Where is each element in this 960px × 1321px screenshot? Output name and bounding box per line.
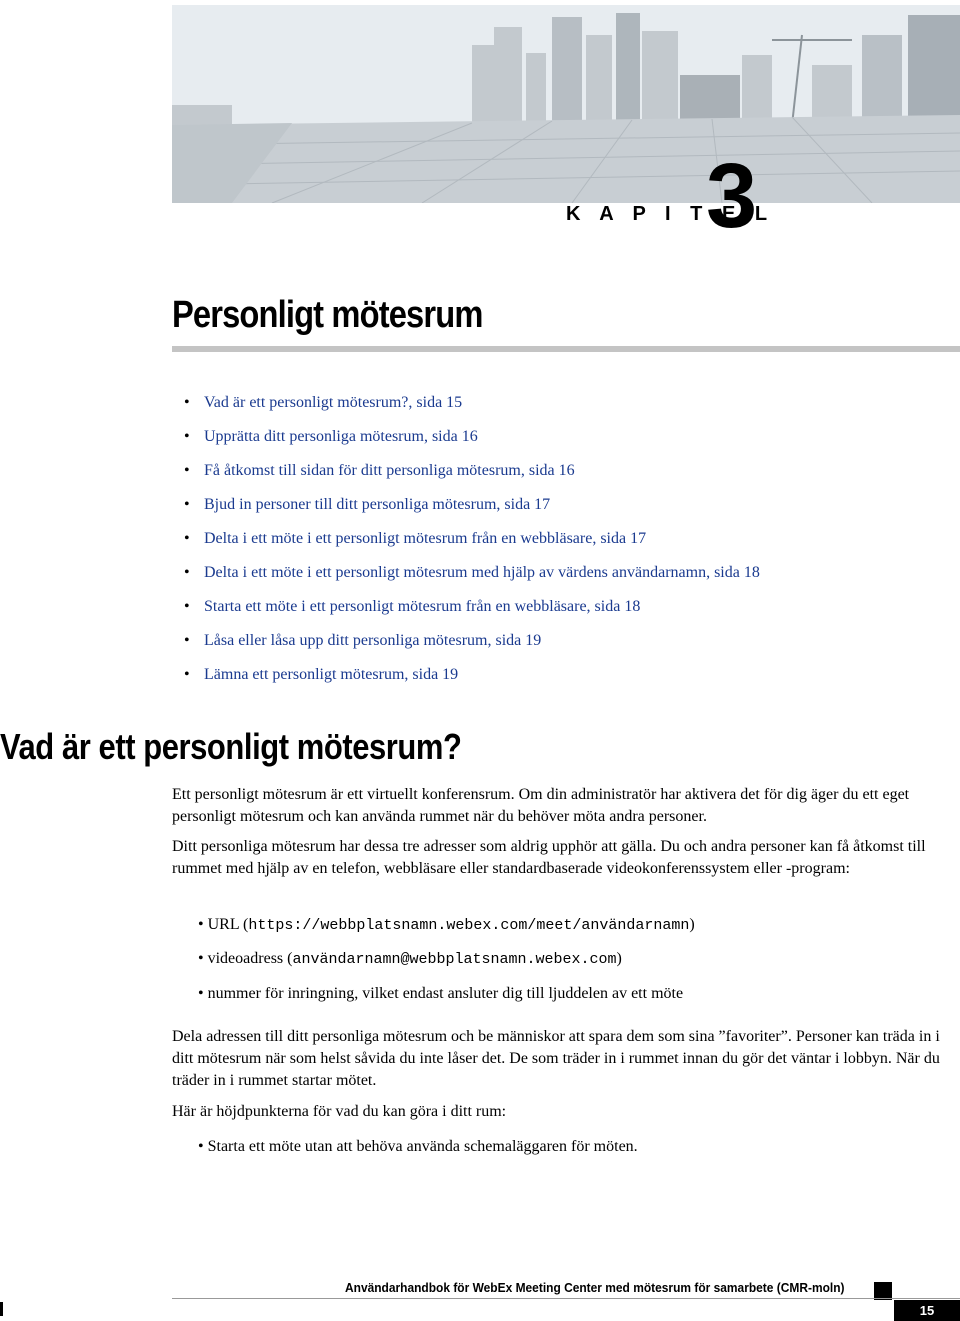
- toc-page[interactable]: sida 18: [594, 598, 641, 615]
- toc-link[interactable]: Lämna ett personligt mötesrum,: [204, 666, 409, 683]
- bullet-text: nummer för inringning, vilket endast ansluter dig till ljuddelen av ett möte: [207, 985, 684, 1002]
- toc-item[interactable]: [184, 556, 760, 590]
- bullet-icon: •: [184, 496, 190, 513]
- chapter-label: K A P I T E L: [566, 203, 775, 225]
- bullet-prefix: videoadress (: [207, 950, 293, 967]
- toc-link[interactable]: Låsa eller låsa upp ditt personliga mötesrum,: [204, 632, 492, 649]
- chapter-toc: [184, 386, 760, 692]
- bullet-icon: •: [184, 428, 190, 445]
- bullet-icon: •: [184, 632, 190, 649]
- bullet-icon: •: [184, 462, 190, 479]
- toc-page[interactable]: sida 15: [416, 394, 463, 411]
- bullet-text: Starta ett möte utan att behöva använda schemaläggaren för möten.: [207, 1138, 638, 1155]
- toc-item[interactable]: [184, 488, 760, 522]
- toc-item[interactable]: [184, 420, 760, 454]
- toc-link[interactable]: Upprätta ditt personliga mötesrum,: [204, 428, 428, 445]
- toc-item[interactable]: [184, 590, 760, 624]
- bullet-icon: •: [184, 564, 190, 581]
- address-dialin-item: • nummer för inringning, vilket endast ansluter dig till ljuddelen av ett möte: [198, 985, 684, 1002]
- toc-item[interactable]: [184, 624, 760, 658]
- paragraph-share: Dela adressen till ditt personliga mötesrum och be människor att spara dem som sina ”favoriter”. Personer kan träda in i ditt mötesrum när som helst såvida du inte låser det. De som träder in i rummet innan du gör det väntar i lobbyn. När du träder in i rummet startar mötet.: [172, 1028, 940, 1089]
- toc-page[interactable]: sida 18: [714, 564, 760, 581]
- section-heading: Vad är ett personligt mötesrum?: [0, 726, 462, 767]
- toc-link[interactable]: Få åtkomst till sidan för ditt personliga mötesrum,: [204, 462, 525, 479]
- toc-item[interactable]: [184, 454, 760, 488]
- video-address-code: användarnamn@webbplatsnamn.webex.com: [292, 951, 617, 968]
- toc-link[interactable]: Delta i ett möte i ett personligt mötesrum från en webbläsare,: [204, 530, 597, 547]
- bullet-icon: •: [184, 598, 190, 615]
- toc-page[interactable]: sida 17: [504, 496, 551, 513]
- paragraph-highlights: Här är höjdpunkterna för vad du kan göra i ditt rum:: [172, 1103, 507, 1120]
- chapter-number: 3: [706, 145, 758, 247]
- toc-link[interactable]: Delta i ett möte i ett personligt mötesrum med hjälp av värdens användarnamn,: [204, 564, 711, 581]
- bullet-suffix: ): [616, 950, 622, 967]
- toc-item[interactable]: [184, 658, 760, 692]
- footer-rule: [172, 1298, 960, 1299]
- toc-link[interactable]: Vad är ett personligt mötesrum?,: [204, 394, 413, 411]
- address-url-item: • URL (https://webbplatsnamn.webex.com/meet/användarnamn): [198, 916, 695, 934]
- highlight-item: • Starta ett möte utan att behöva använda schemaläggaren för möten.: [198, 1138, 638, 1155]
- toc-page[interactable]: sida 19: [495, 632, 542, 649]
- bullet-icon: •: [184, 530, 190, 547]
- toc-page[interactable]: sida 19: [412, 666, 459, 683]
- url-code: https://webbplatsnamn.webex.com/meet/användarnamn: [248, 917, 690, 934]
- title-rule: [172, 346, 960, 352]
- toc-page[interactable]: sida 16: [431, 428, 478, 445]
- chapter-title: Personligt mötesrum: [172, 294, 483, 336]
- footer-left-marker: [0, 1302, 3, 1316]
- paragraph-addresses: Ditt personliga mötesrum har dessa tre adresser som aldrig upphör att gälla. Du och andra personer kan få åtkomst till rummet med hjälp av en telefon, webbläsare eller standardbaserade videokonferenssystem eller -program:: [172, 838, 926, 877]
- toc-link[interactable]: Starta ett möte i ett personligt mötesrum från en webbläsare,: [204, 598, 591, 615]
- address-video-item: • videoadress (användarnamn@webbplatsnamn.webex.com): [198, 950, 622, 968]
- toc-item[interactable]: [184, 386, 760, 420]
- chapter-banner-image: [172, 5, 960, 203]
- toc-link[interactable]: Bjud in personer till ditt personliga mötesrum,: [204, 496, 501, 513]
- bullet-suffix: ): [689, 916, 695, 933]
- bullet-icon: •: [184, 666, 190, 683]
- toc-page[interactable]: sida 17: [600, 530, 647, 547]
- bullet-icon: •: [184, 394, 190, 411]
- page-number: 15: [894, 1300, 960, 1321]
- toc-page[interactable]: sida 16: [528, 462, 575, 479]
- toc-item[interactable]: [184, 522, 760, 556]
- footer-book-title: Användarhandbok för WebEx Meeting Center med mötesrum för samarbete (CMR-moln): [345, 1280, 845, 1295]
- paragraph-intro: Ett personligt mötesrum är ett virtuellt konferensrum. Om din administratör har aktivera det för dig äger du ett eget personligt mötesrum och kan använda rummet när du behöver möta andra personer.: [172, 786, 910, 825]
- bullet-prefix: URL (: [207, 916, 249, 933]
